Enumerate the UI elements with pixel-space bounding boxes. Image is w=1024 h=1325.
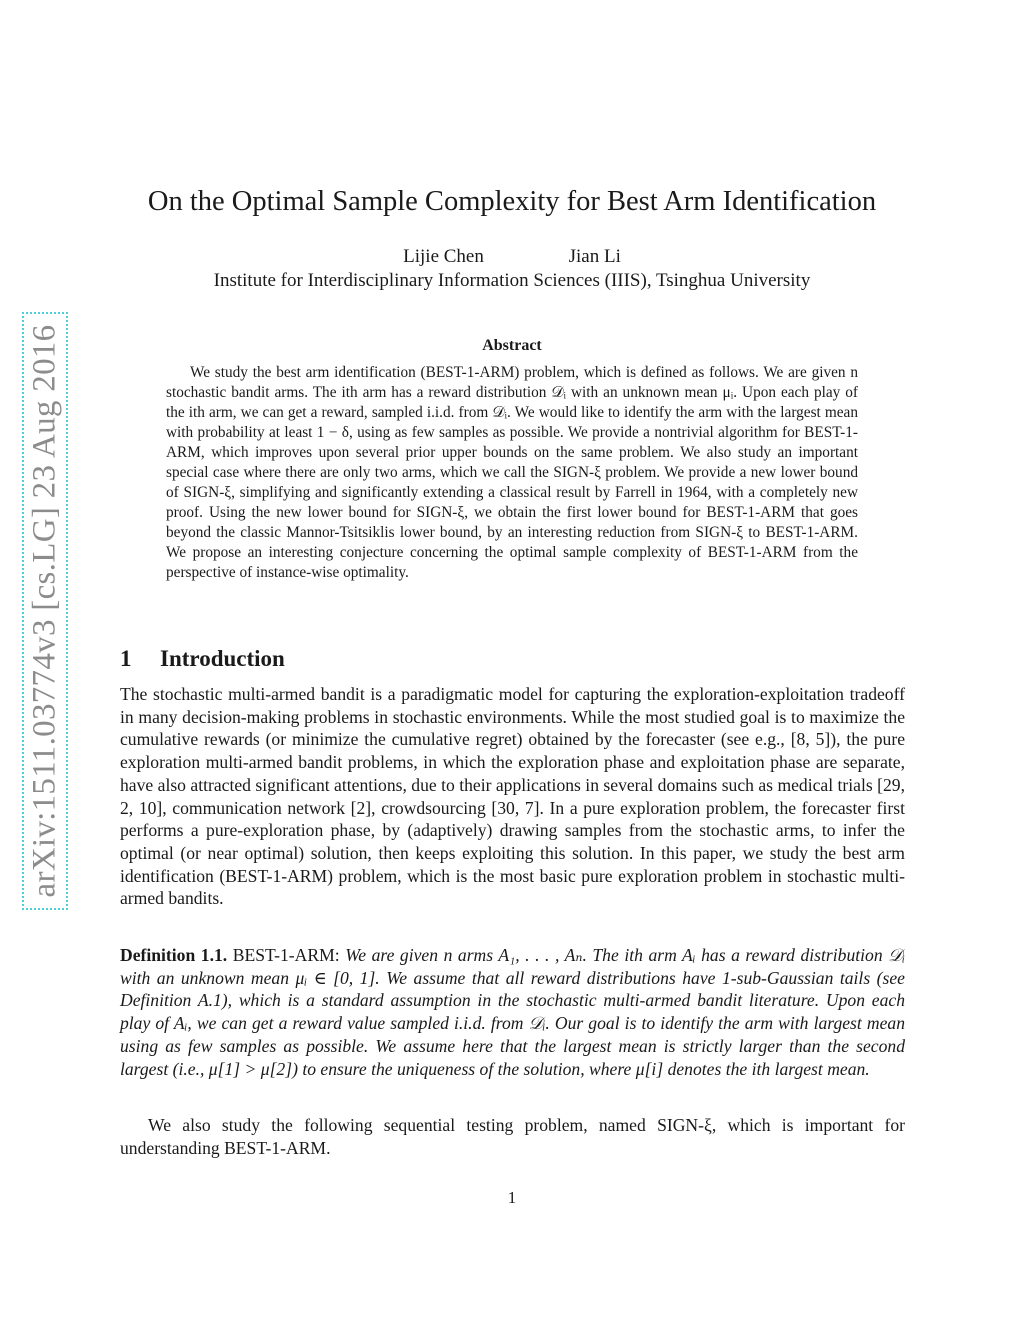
definition-name: BEST-1-ARM: bbox=[232, 945, 340, 965]
section-heading bbox=[120, 646, 285, 672]
definition-text: We are given n arms A₁, . . . , Aₙ. The ith arm Aᵢ has a reward distribution 𝒟ᵢ with an unknown mean μᵢ ∈ [0, 1]. We assume that all reward distributions have 1-sub-Gaussian tails (see Definition A.1), which is a standard assumption in the stochastic multi-armed bandit literature. Upon each play of Aᵢ, we can get a reward value sampled i.i.d. from 𝒟ᵢ. Our goal is to identify the arm with largest mean using as few samples as possible. We assume here that the largest mean is strictly larger than the second largest (i.e., μ[1] > μ[2]) to ensure the uniqueness of the solution, where μ[i] denotes the ith largest mean. bbox=[120, 945, 905, 1079]
author-list bbox=[0, 246, 1024, 268]
author-affiliation: Institute for Interdisciplinary Information Sciences (IIIS), Tsinghua University bbox=[213, 270, 811, 291]
abstract-heading: Abstract bbox=[482, 337, 542, 354]
definition-label: Definition 1.1. bbox=[120, 945, 228, 965]
section-number: 1 bbox=[120, 646, 132, 671]
definition-block bbox=[120, 944, 905, 1080]
abstract-text: We study the best arm identification (BEST-1-ARM) problem, which is defined as follows. We are given n stochastic bandit arms. The ith arm has a reward distribution 𝒟ᵢ with an unknown mean μᵢ. Upon each play of the ith arm, we can get a reward, sampled i.i.d. from 𝒟ᵢ. We would like to identify the arm with the largest mean with probability at least 1 − δ, using as few samples as possible. We provide a nontrivial algorithm for BEST-1-ARM, which improves upon several prior upper bounds on the same problem. We also study an important special case where there are only two arms, which we call the SIGN-ξ problem. We provide a new lower bound of SIGN-ξ, simplifying and significantly extending a classical result by Farrell in 1964, with a completely new proof. Using the new lower bound for SIGN-ξ, we obtain the first lower bound for BEST-1-ARM that goes beyond the classic Mannor-Tsitsiklis lower bound, by an interesting reduction from SIGN-ξ to BEST-1-ARM. We propose an interesting conjecture concerning the optimal sample complexity of BEST-1-ARM from the perspective of instance-wise optimality. bbox=[166, 364, 858, 581]
arxiv-identifier-stamp bbox=[22, 312, 68, 910]
author-name: Jian Li bbox=[568, 246, 621, 267]
section-title: Introduction bbox=[160, 646, 285, 671]
paper-title: On the Optimal Sample Complexity for Best Arm Identification bbox=[147, 186, 877, 217]
arxiv-identifier: arXiv:1511.03774v3 [cs.LG] 23 Aug 2016 bbox=[26, 324, 63, 898]
page-number: 1 bbox=[507, 1188, 517, 1207]
sign-xi-intro-paragraph: We also study the following sequential testing problem, named SIGN-ξ, which is important for understanding BEST-1-ARM. bbox=[120, 1115, 905, 1158]
author-name: Lijie Chen bbox=[403, 246, 484, 267]
intro-paragraph: The stochastic multi-armed bandit is a paradigmatic model for capturing the exploration-exploitation tradeoff in many decision-making problems in stochastic environments. While the most studied goal is to maximize the cumulative rewards (or minimize the cumulative regret) obtained by the forecaster (see e.g., [8, 5]), the pure exploration multi-armed bandit problems, in which the exploration phase and exploitation phase are separate, have also attracted significant attentions, due to their applications in several domains such as medical trials [29, 2, 10], communication network [2], crowdsourcing [30, 7]. In a pure exploration problem, the forecaster first performs a pure-exploration phase, by (adaptively) drawing samples from the stochastic arms, to infer the optimal (or near optimal) solution, then keeps exploiting this solution. In this paper, we study the best arm identification (BEST-1-ARM) problem, which is the most basic pure exploration problem in stochastic multi-armed bandits. bbox=[120, 684, 905, 909]
